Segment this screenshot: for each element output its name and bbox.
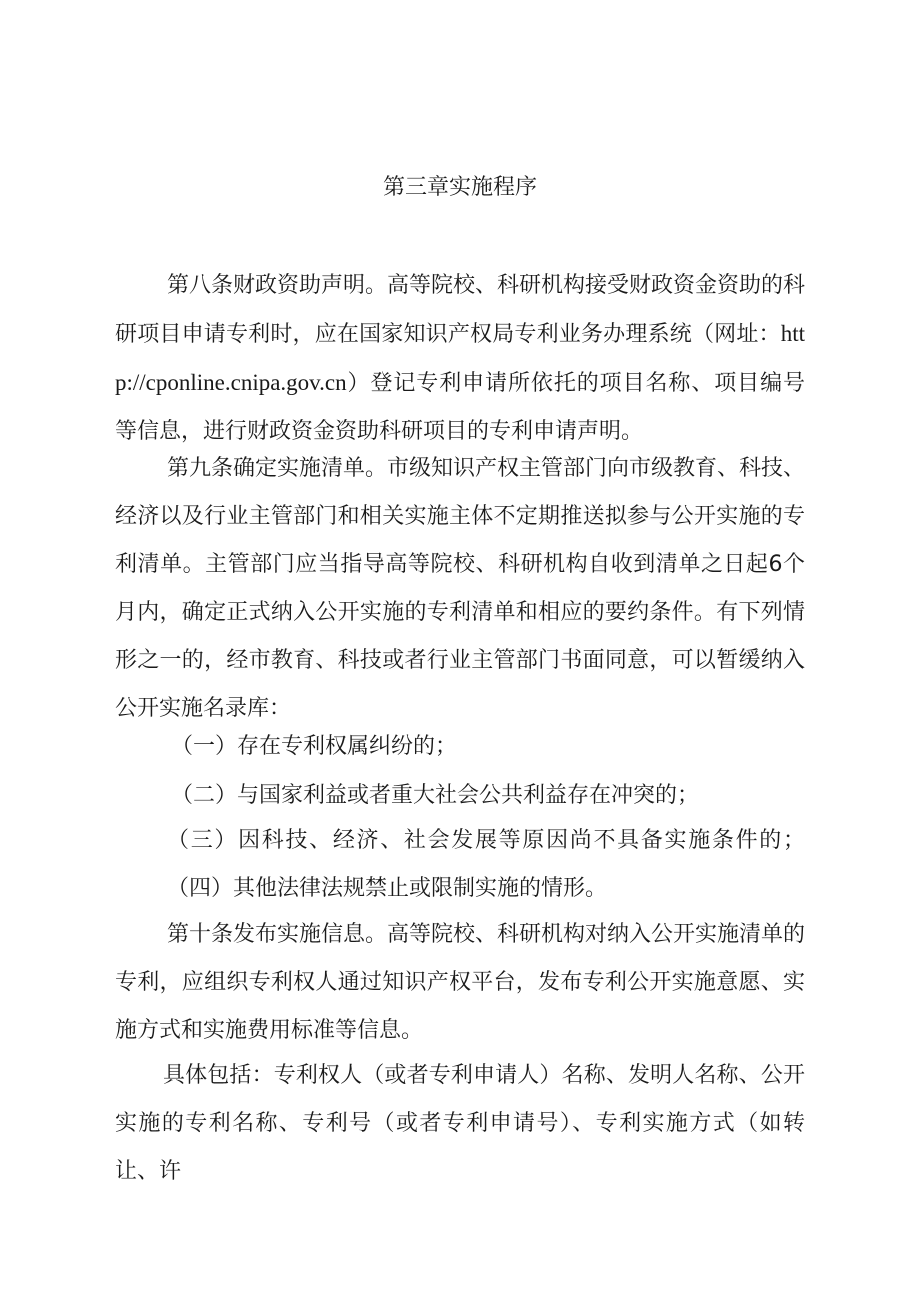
list-item-2: （二）与国家利益或者重大社会公共利益存在冲突的； bbox=[171, 783, 700, 808]
article-8-text-end: ）登记专利申请所依托的项目名称、项目编号等信息，进行财政资金资助科研项目的专利申请声明。 bbox=[115, 371, 805, 444]
article-9-paragraph: 第九条确定实施清单。市级知识产权主管部门向市级教育、科技、经济以及行业主管部门和相关实施主体不定期推送拟参与公开实施的专利清单。主管部门应当指导高等院校、科研机构自收到清单之日起6个月内，确定正式纳入公开实施的专利清单和相应的要约条件。有下列情形之一的，经市教育、科技或者行业主管部门书面同意，可以暂缓纳入公开实施名录库： bbox=[115, 456, 806, 721]
list-item-3-4: （三）因科技、经济、社会发展等原因尚不具备实施条件的；（四）其他法律法规禁止或限制实施的情形。 bbox=[167, 828, 805, 901]
list-item-1: （一）存在专利权属纠纷的； bbox=[171, 734, 458, 759]
article-10-paragraph: 第十条发布实施信息。高等院校、科研机构对纳入公开实施清单的专利，应组织专利权人通过知识产权平台，发布专利公开实施意愿、实施方式和实施费用标准等信息。 bbox=[115, 922, 806, 1043]
article-8-url: http://cponline.cnipa.gov.cn bbox=[115, 321, 805, 395]
article-8-text-start: 第八条财政资助声明。高等院校、科研机构接受财政资金资助的科研项目申请专利时，应在国家知识产权局专利业务办理系统（网址： bbox=[115, 273, 806, 347]
chapter-title: 第三章实施程序 bbox=[382, 175, 537, 200]
article-8-paragraph bbox=[115, 262, 805, 456]
details-paragraph: 具体包括：专利权人（或者专利申请人）名称、发明人名称、公开实施的专利名称、专利号（或者专利申请号）、专利实施方式（如转让、许 bbox=[115, 1063, 805, 1184]
